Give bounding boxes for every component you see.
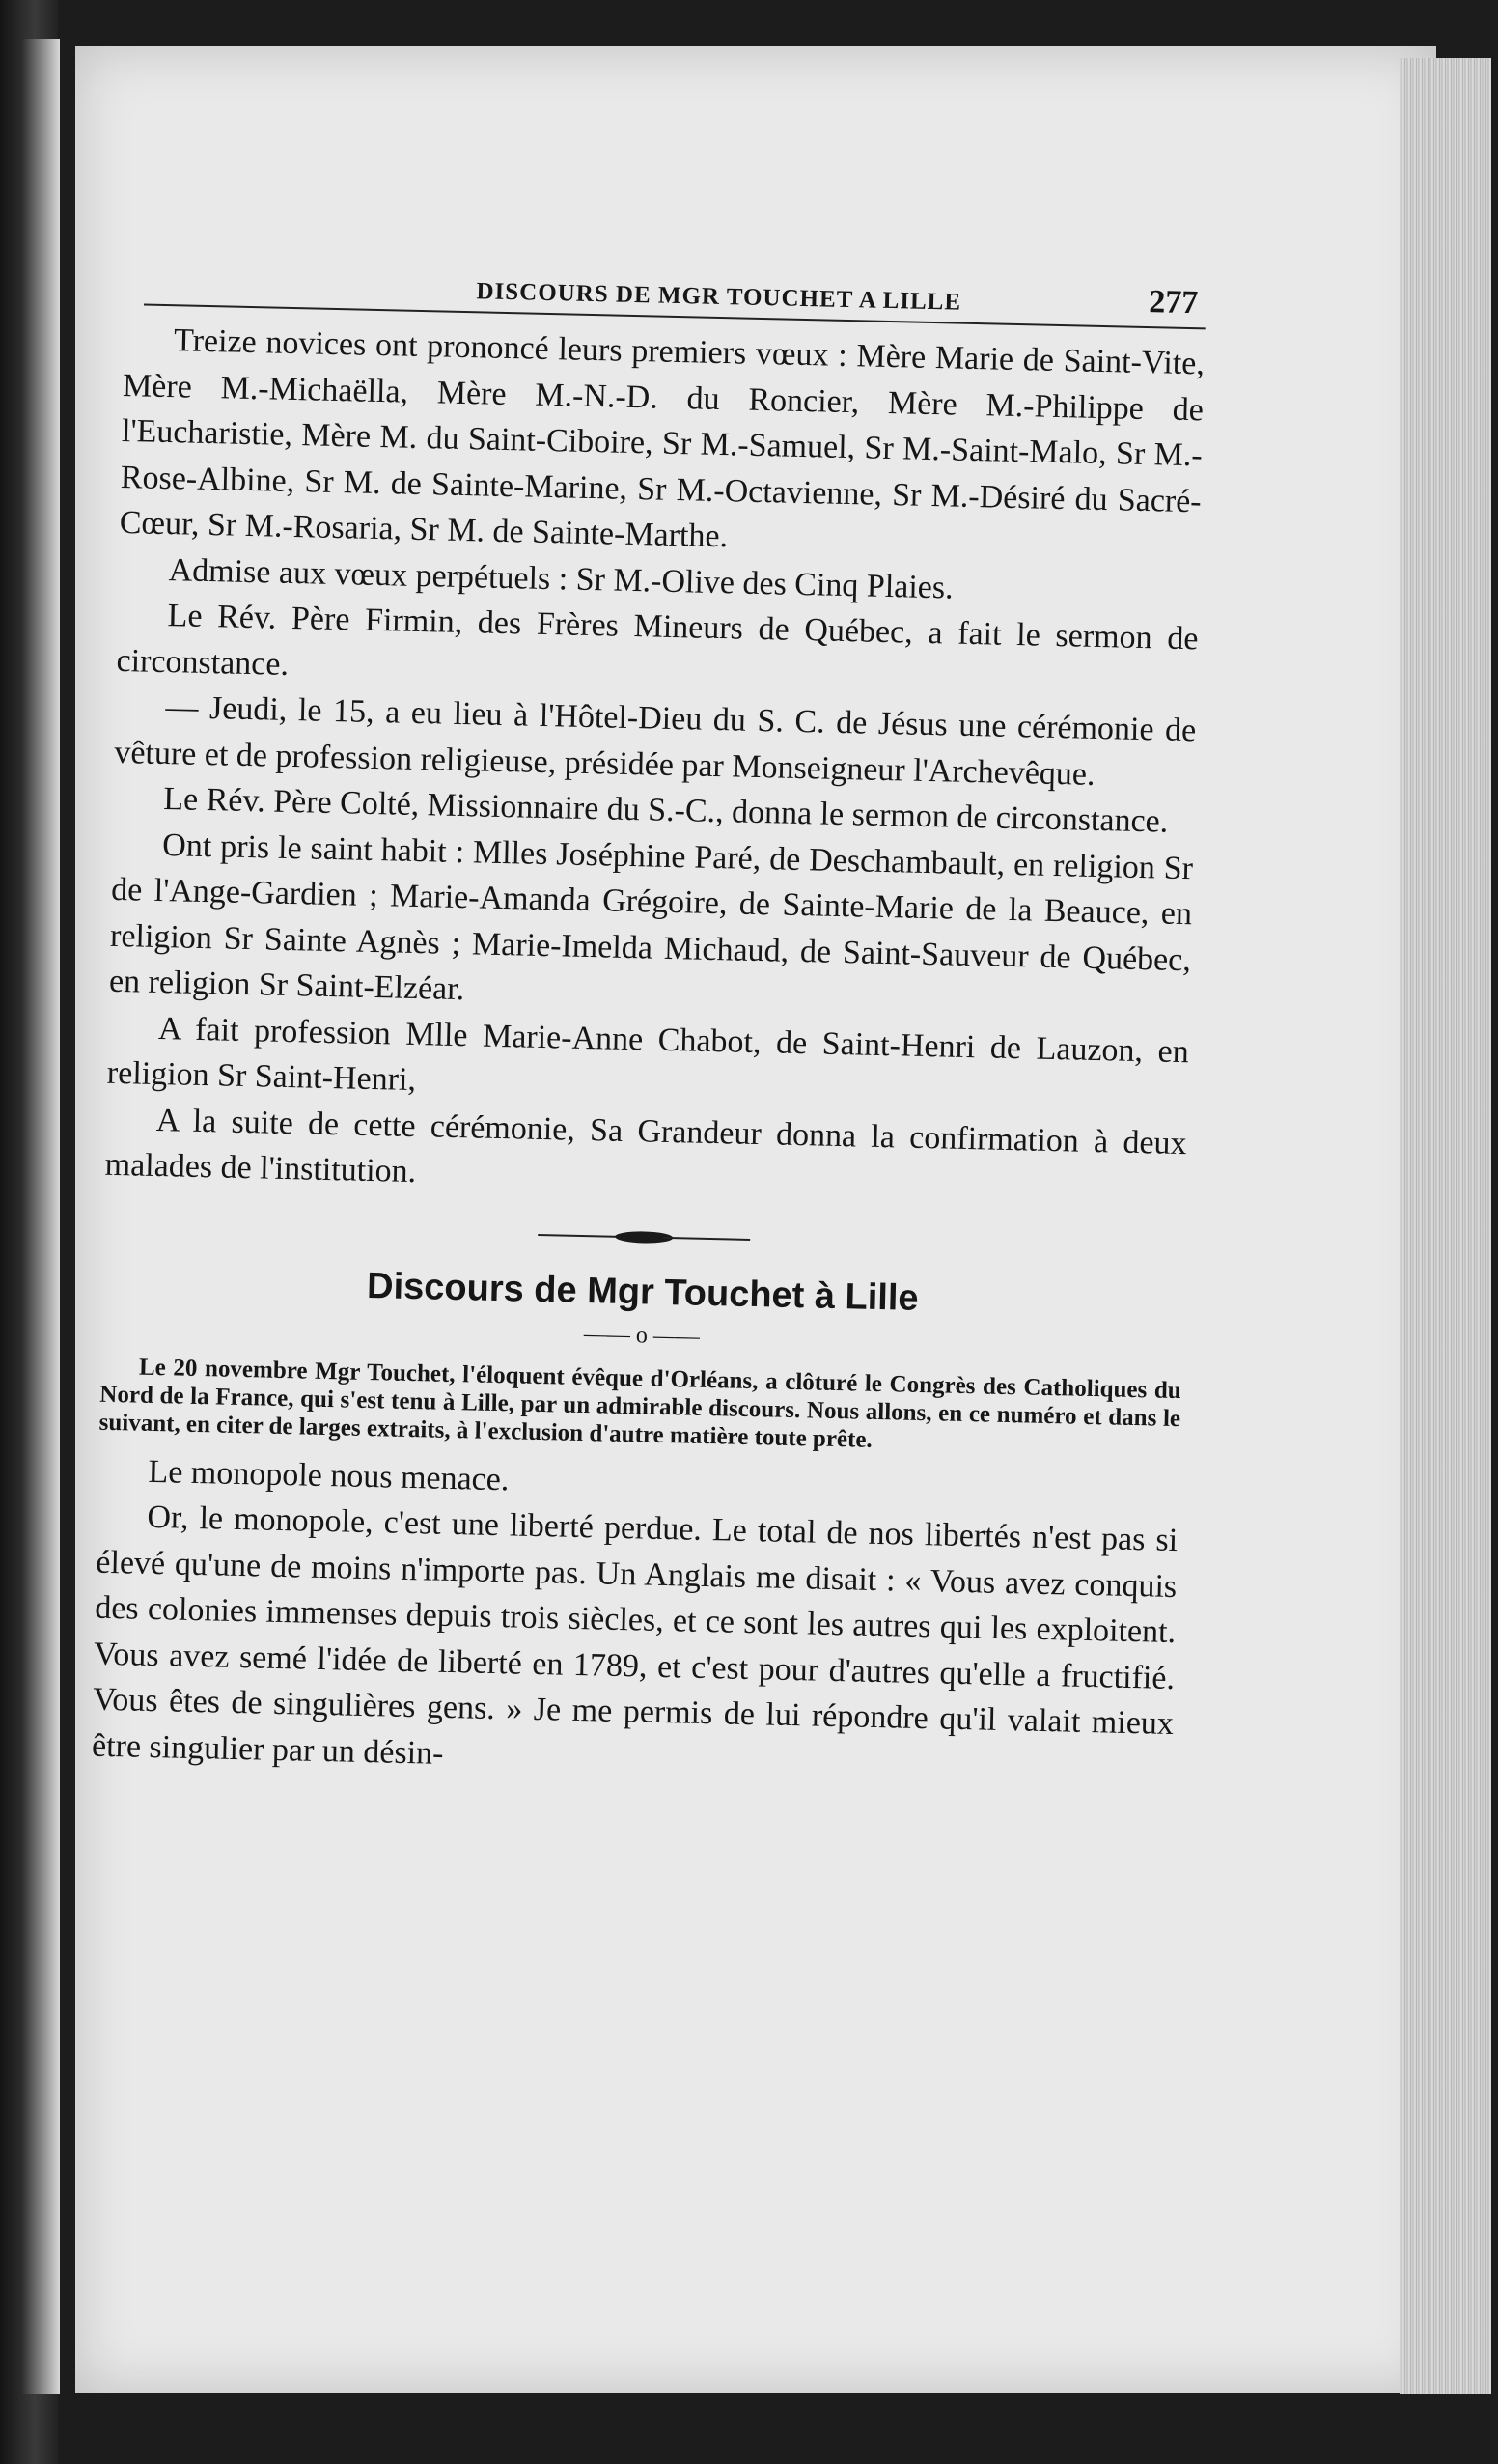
paragraph: — Jeudi, le 15, a eu lieu à l'Hôtel-Dieu du S. C. de Jésus une cérémonie de vêture et de profession religieuse, présidée par Monseigneur l'Archevêque. — [114, 689, 1197, 793]
page-number: 277 — [1148, 284, 1199, 322]
section-intro: Le 20 novembre Mgr Touchet, l'éloquent évêque d'Orléans, a clôturé le Congrès des Catholiques du Nord de la France, qui s'est tenu à Lille, par un admirable discours. Nous allons, en ce numéro et dans le suivant, en citer de larges extraits, à l'exclusion d'autre matière toute prête. — [98, 1354, 1182, 1453]
paragraph: Ont pris le saint habit : Mlles Joséphine Paré, de Deschambault, en religion Sr de l'Ange-Gardien ; Marie-Amanda Grégoire, de Sainte-Marie de la Beauce, en religion Sr Sainte Agnès ; Marie-Imelda Michaud, de Saint-Sauveur de Québec, en religion Sr Saint-Elzéar. — [108, 826, 1194, 1008]
paragraph: Treize novices ont prononcé leurs premiers vœux : Mère Marie de Saint-Vite, Mère M.-Michaëlla, Mère M.-N.-D. du Roncier, Mère M.-Philippe de l'Eucharistie, Mère M. du Saint-Ciboire, Sr M.-Samuel, Sr M.-Saint-Malo, Sr M.-Rose-Albine, Sr M. de Sainte-Marine, Sr M.-Octavienne, Sr M.-Désiré du Sacré-Cœur, Sr M.-Rosaria, Sr M. de Sainte-Marthe. — [119, 322, 1206, 555]
body-text-bottom — [92, 1447, 1179, 1793]
paragraph: Le Rév. Père Firmin, des Frères Mineurs de Québec, a fait le sermon de circonstance. — [116, 598, 1199, 683]
paragraph: Or, le monopole, c'est une liberté perdue. Le total de nos libertés n'est pas si élevé qu'une de moins n'importe pas. Un Anglais me disait : « Vous avez conquis des colonies immenses depuis trois siècles, et ce sont les autres qui les exploitent. Vous avez semé l'idée de liberté en 1789, et c'est pour d'autres qu'elle a fructifié. Vous êtes de singulières gens. » Je me permis de lui répondre qu'il valait mieux être singulier par un désin- — [91, 1498, 1179, 1772]
paragraph: Le Rév. Père Colté, Missionnaire du S.-C., donna le sermon de circonstance. — [162, 781, 1169, 840]
paragraph: A fait profession Mlle Marie-Anne Chabot, de Saint-Henri de Lauzon, en religion Sr Saint-Henri, — [106, 1010, 1190, 1099]
page-content — [92, 261, 1207, 1793]
decorative-rule — [538, 1226, 750, 1246]
paragraph: A la suite de cette cérémonie, Sa Grandeur donna la confirmation à deux malades de l'institution. — [104, 1102, 1187, 1190]
body-text-top — [104, 317, 1205, 1213]
paragraph: Le monopole nous menace. — [148, 1453, 510, 1498]
paragraph: Admise aux vœux perpétuels : Sr M.-Olive des Cinq Plaies. — [168, 551, 955, 606]
facing-page-edge — [21, 39, 60, 2394]
page-stack-edge — [1400, 58, 1491, 2394]
section-title: Discours de Mgr Touchet à Lille — [366, 1265, 920, 1319]
section-separator: —— o —— — [583, 1321, 701, 1350]
running-title: DISCOURS DE MGR TOUCHET A LILLE — [476, 278, 962, 316]
